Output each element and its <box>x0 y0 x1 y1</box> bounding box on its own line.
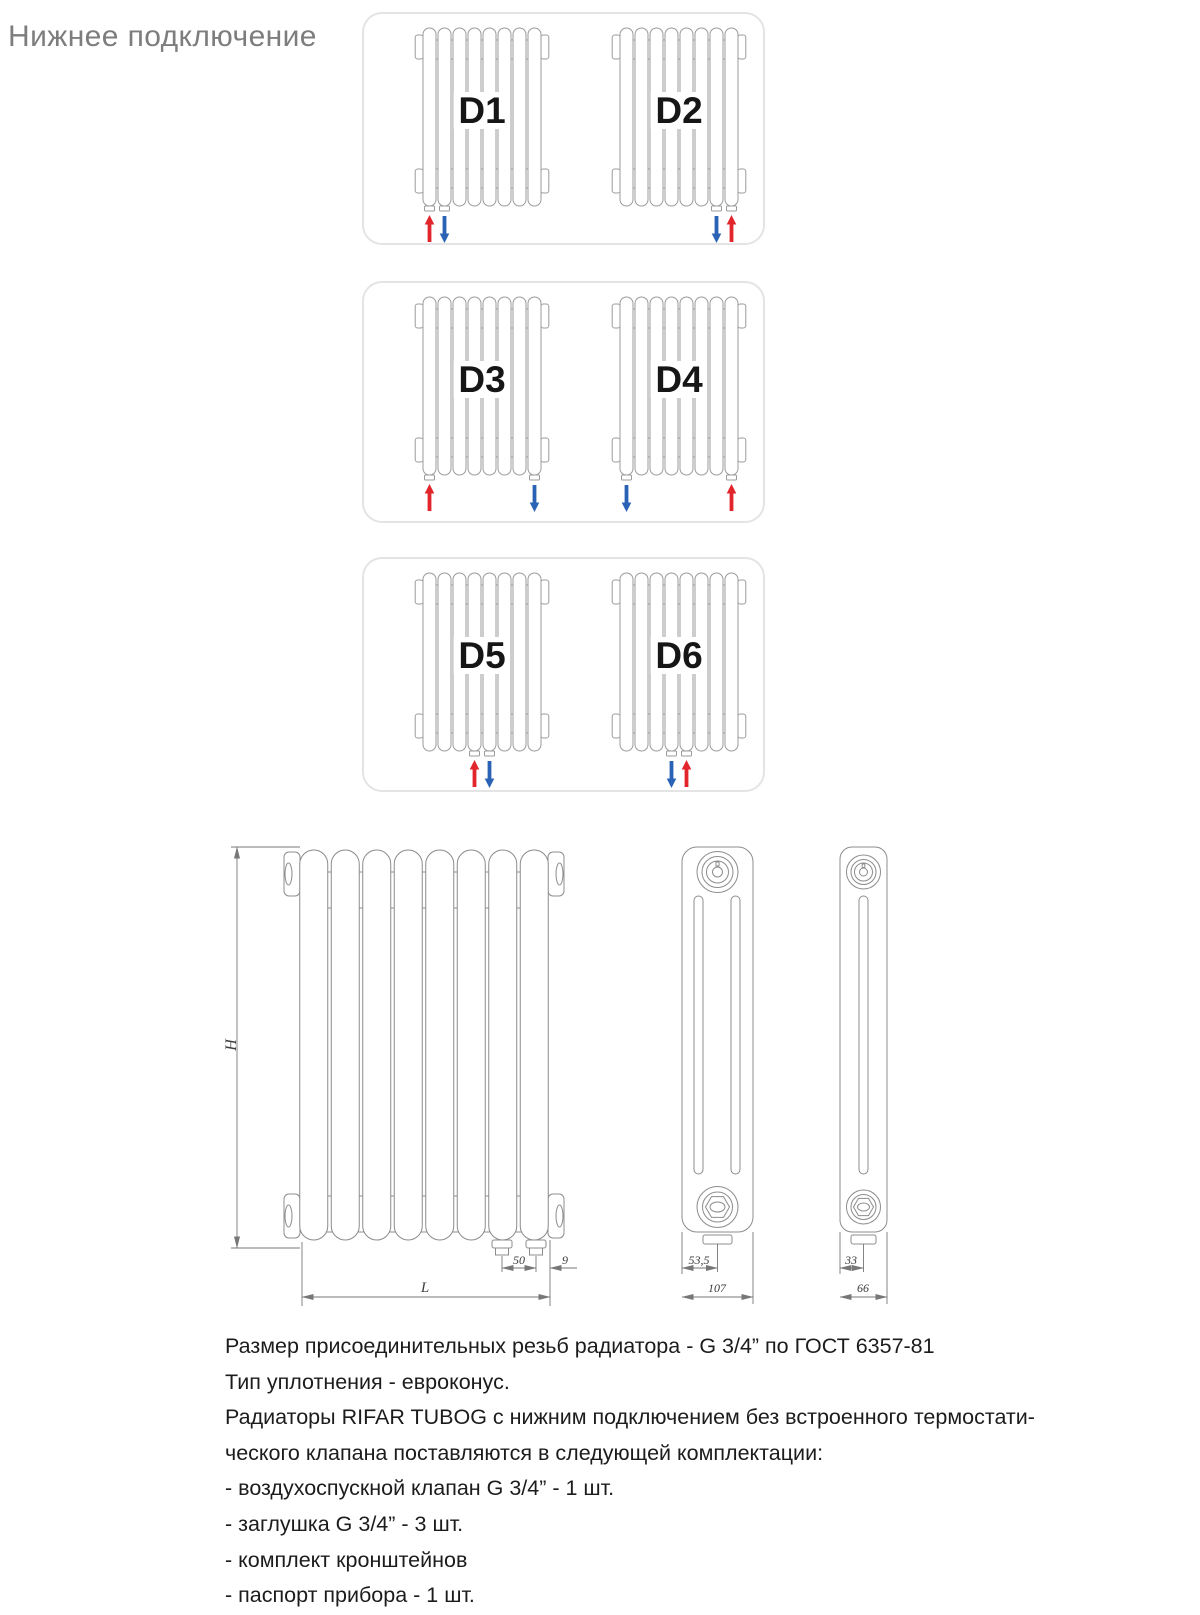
diagram-label: D5 <box>453 637 510 674</box>
radiator-side-view-3col <box>682 847 753 1244</box>
return-arrow-icon <box>712 216 722 243</box>
dim-axis-offset-2col-label: 33 <box>845 1253 857 1267</box>
note-line: - заглушка G 3/4” - 3 шт. <box>225 1511 464 1536</box>
note-line: Радиаторы RIFAR TUBOG с нижним подключением без встроенного термостати- <box>225 1405 1035 1430</box>
supply-arrow-icon <box>425 215 435 242</box>
dim-height-label: H <box>223 1039 240 1051</box>
specification-notes <box>225 1329 1195 1614</box>
dim-depth-3col-label: 107 <box>708 1281 726 1295</box>
note-line: Тип уплотнения - евроконус. <box>225 1369 510 1394</box>
radiator-connection-diagram-d2 <box>611 20 747 244</box>
return-arrow-icon <box>622 485 632 512</box>
dim-edge-offset-label: 9 <box>562 1253 568 1267</box>
dim-length-label: L <box>420 1280 430 1296</box>
radiator-side-view-2col <box>840 847 887 1244</box>
dim-pipe-spacing-label: 50 <box>513 1253 525 1267</box>
technical-drawing <box>185 812 925 1317</box>
connection-scheme-panel-1 <box>362 12 765 245</box>
radiator-connection-diagram-d5 <box>414 565 550 789</box>
diagram-label: D2 <box>650 92 707 129</box>
connection-scheme-panel-3 <box>362 557 765 792</box>
dim-depth-2col-label: 66 <box>857 1281 869 1295</box>
radiator-connection-diagram-d4 <box>611 289 747 513</box>
connection-scheme-panel-2 <box>362 281 765 523</box>
radiator-connection-diagram-d6 <box>611 565 747 789</box>
radiator-connection-diagram-d1 <box>414 20 550 244</box>
dim-axis-offset-3col-label: 53,5 <box>688 1253 710 1267</box>
supply-arrow-icon <box>470 760 480 787</box>
note-line: Размер присоединительных резьб радиатора - G 3/4” по ГОСТ 6357-81 <box>225 1334 935 1358</box>
supply-arrow-icon <box>727 484 737 511</box>
return-arrow-icon <box>485 761 495 788</box>
return-arrow-icon <box>530 485 540 512</box>
note-line: - воздухоспускной клапан G 3/4” - 1 шт. <box>225 1476 615 1501</box>
radiator-front-schematic <box>611 289 747 513</box>
note-line: - паспорт прибора - 1 шт. <box>225 1583 475 1608</box>
diagram-label: D6 <box>650 637 707 674</box>
supply-arrow-icon <box>727 215 737 242</box>
return-arrow-icon <box>667 761 677 788</box>
diagram-label: D4 <box>650 361 707 398</box>
return-arrow-icon <box>440 216 450 243</box>
note-line: - комплект кронштейнов <box>225 1547 468 1572</box>
radiator-front-schematic <box>414 20 550 244</box>
supply-arrow-icon <box>425 484 435 511</box>
page-title: Нижнее подключение <box>8 20 317 53</box>
diagram-label: D3 <box>453 361 510 398</box>
radiator-connection-diagram-d3 <box>414 289 550 513</box>
radiator-front-schematic <box>611 565 747 789</box>
supply-arrow-icon <box>682 760 692 787</box>
radiator-front-view <box>300 850 549 1240</box>
radiator-front-schematic <box>414 289 550 513</box>
radiator-front-schematic <box>414 565 550 789</box>
radiator-front-schematic <box>611 20 747 244</box>
diagram-label: D1 <box>453 92 510 129</box>
note-line: ческого клапана поставляются в следующей комплектации: <box>225 1440 824 1465</box>
